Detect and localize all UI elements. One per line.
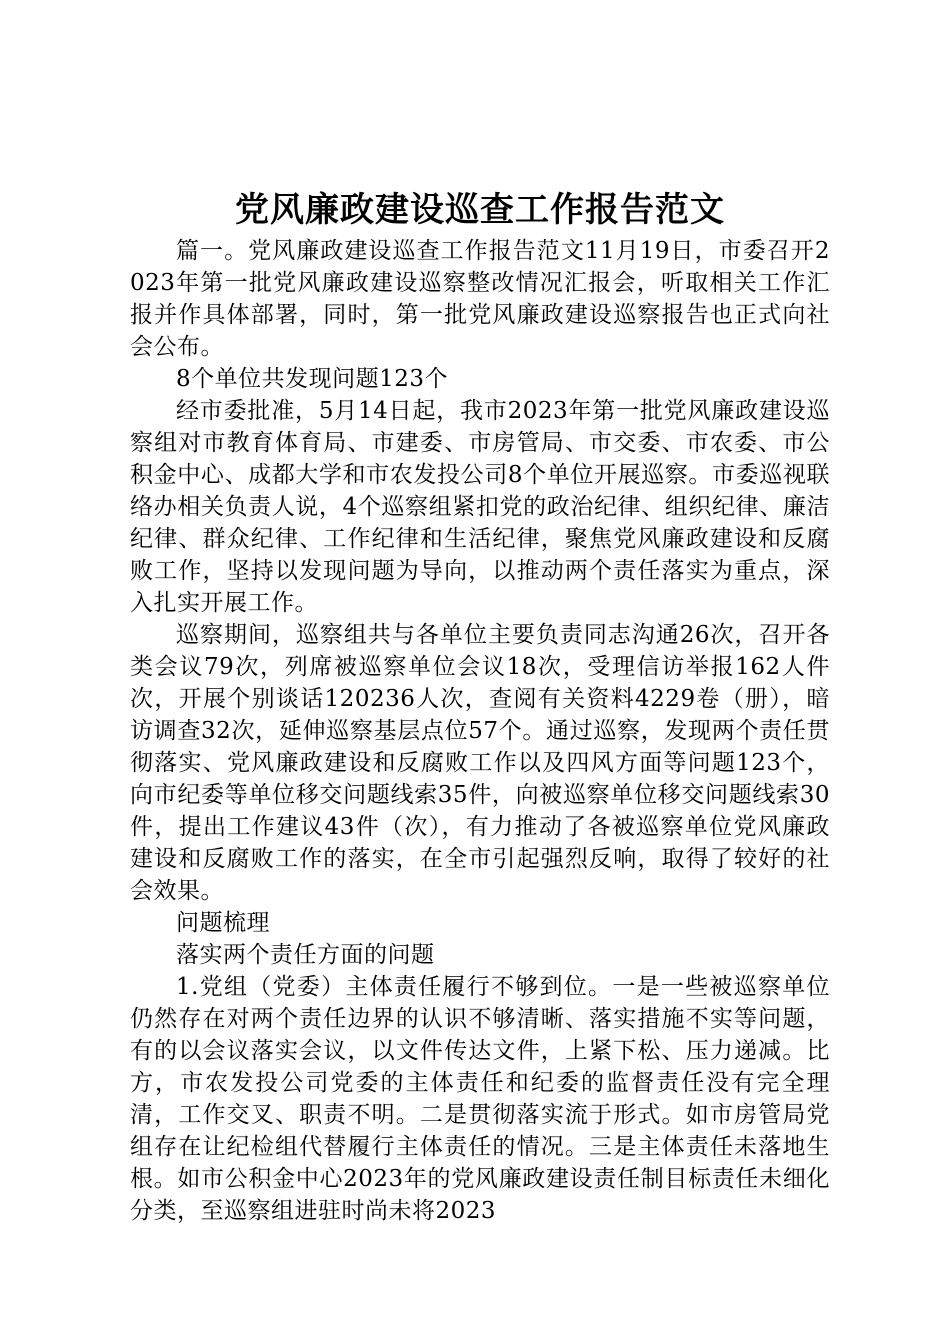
paragraph-3: 经市委批准，5月14日起，我市2023年第一批党风廉政建设巡察组对市教育体育局、市建委、市房管局、市交委、市农委、市公积金中心、成都大学和市农发投公司8个单位开展巡察。市委巡视联络办相关负责人说，4个巡察组紧扣党的政治纪律、组织纪律、廉洁纪律、群众纪律、工作纪律和生活纪律，聚焦党风廉政建设和反腐败工作，坚持以发现问题为导向，以推动两个责任落实为重点，深入扎实开展工作。 [130,398,830,616]
paragraph-6: 落实两个责任方面的问题 [176,942,435,968]
paragraph-1: 篇一。党风廉政建设巡查工作报告范文11月19日，市委召开2023年第一批党风廉政建设巡察整改情况汇报会，听取相关工作汇报并作具体部署，同时，第一批党风廉政建设巡察报告也正式向社会公布。 [130,238,830,360]
document-page [130,185,830,1227]
paragraph-2: 8个单位共发现问题123个 [176,366,449,392]
document-title: 党风廉政建设巡查工作报告范文 [235,190,725,230]
paragraph-5: 问题梳理 [176,910,270,936]
paragraph-7: 1.党组（党委）主体责任履行不够到位。一是一些被巡察单位仍然存在对两个责任边界的认识不够清晰、落实措施不实等问题，有的以会议落实会议，以文件传达文件，上紧下松、压力递减。比方，市农发投公司党委的主体责任和纪委的监督责任没有完全理清，工作交叉、职责不明。二是贯彻落实流于形式。如市房管局党组存在让纪检组代替履行主体责任的情况。三是主体责任未落地生根。如市公积金中心2023年的党风廉政建设责任制目标责任未细化分类，至巡察组进驻时尚未将2023 [130,974,830,1224]
paragraph-4: 巡察期间，巡察组共与各单位主要负责同志沟通26次，召开各类会议79次，列席被巡察单位会议18次，受理信访举报162人件次，开展个别谈话120236人次，查阅有关资料4229卷（册），暗访调查32次，延伸巡察基层点位57个。通过巡察，发现两个责任贯彻落实、党风廉政建设和反腐败工作以及四风方面等问题123个，向市纪委等单位移交问题线索35件，向被巡察单位移交问题线索30件，提出工作建议43件（次），有力推动了各被巡察单位党风廉政建设和反腐败工作的落实，在全市引起强烈反响，取得了较好的社会效果。 [130,622,830,904]
